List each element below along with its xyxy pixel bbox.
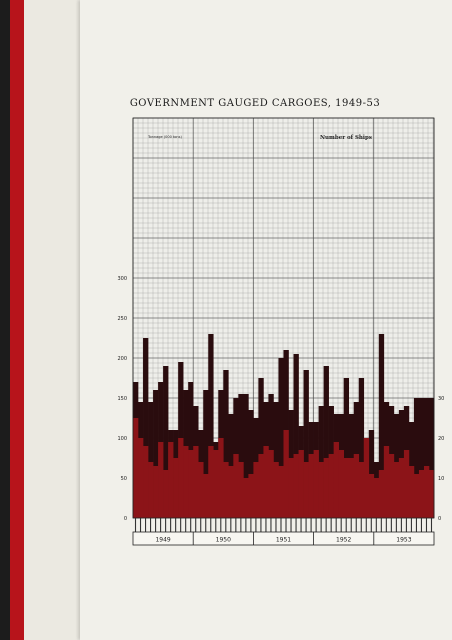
ships-bar xyxy=(258,454,263,518)
ships-bar xyxy=(163,470,168,518)
left-axis-tick-label: 250 xyxy=(117,316,127,322)
ships-bar xyxy=(133,418,138,518)
ships-bar xyxy=(233,454,238,518)
ships-bar xyxy=(329,454,334,518)
ships-bar xyxy=(278,466,283,518)
ships-bar xyxy=(208,446,213,518)
left-axis-tick-label: 150 xyxy=(117,396,127,402)
ships-bar xyxy=(424,466,429,518)
left-axis-tick-label: 100 xyxy=(117,436,127,442)
right-axis-tick-label: 0 xyxy=(438,516,442,522)
ships-bar xyxy=(193,446,198,518)
ships-bar xyxy=(243,478,248,518)
left-axis-tick-label: 0 xyxy=(123,516,127,522)
year-label: 1949 xyxy=(155,536,171,544)
ships-bar xyxy=(273,462,278,518)
ships-bar xyxy=(379,470,384,518)
ships-bar xyxy=(334,442,339,518)
ships-bar xyxy=(319,462,324,518)
ships-bar xyxy=(299,450,304,518)
right-axis-tick-label: 10 xyxy=(438,476,445,482)
ships-bar xyxy=(429,470,434,518)
ships-bar xyxy=(228,466,233,518)
ships-bar xyxy=(284,430,289,518)
ships-bar xyxy=(369,474,374,518)
ships-bar xyxy=(203,474,208,518)
ships-bar xyxy=(153,466,158,518)
ships-bar xyxy=(173,458,178,518)
right-axis-tick-label: 20 xyxy=(438,436,445,442)
ships-bar xyxy=(374,478,379,518)
ships-bar xyxy=(409,466,414,518)
ships-bar xyxy=(314,450,319,518)
ships-bar xyxy=(289,458,294,518)
ships-bar xyxy=(188,450,193,518)
ships-bar xyxy=(304,462,309,518)
ships-bar xyxy=(213,450,218,518)
ships-bar xyxy=(419,470,424,518)
ships-bar xyxy=(359,462,364,518)
ships-bar xyxy=(309,454,314,518)
left-axis-tick-label: 50 xyxy=(120,476,127,482)
ships-bar xyxy=(253,462,258,518)
ships-bar xyxy=(238,462,243,518)
ships-bar xyxy=(158,442,163,518)
ships-bar xyxy=(384,446,389,518)
left-axis-tick-label: 200 xyxy=(117,356,127,362)
ships-bar xyxy=(183,446,188,518)
right-axis-title: Number of Ships xyxy=(320,135,372,141)
ships-bar xyxy=(143,446,148,518)
ships-bar xyxy=(168,442,173,518)
ships-bar xyxy=(223,462,228,518)
ships-bar xyxy=(138,438,143,518)
ships-bar xyxy=(263,446,268,518)
ships-bar xyxy=(389,454,394,518)
year-label: 1951 xyxy=(275,536,292,544)
ships-bar xyxy=(399,458,404,518)
ships-bar xyxy=(354,454,359,518)
chart-title: GOVERNMENT GAUGED CARGOES, 1949-53 xyxy=(129,98,381,109)
legend-label: Tonnage (000 tons) xyxy=(148,135,182,139)
ships-bar xyxy=(198,462,203,518)
year-label: 1953 xyxy=(396,536,412,544)
ships-bar xyxy=(394,462,399,518)
ships-bar xyxy=(404,450,409,518)
ships-bar xyxy=(349,458,354,518)
ships-bar xyxy=(148,462,153,518)
ships-bar xyxy=(218,438,223,518)
ships-bar xyxy=(339,450,344,518)
ships-bar xyxy=(248,474,253,518)
ships-bar xyxy=(364,438,369,518)
ships-bar xyxy=(324,458,329,518)
year-label: 1952 xyxy=(336,536,352,544)
ships-bar xyxy=(344,458,349,518)
year-label: 1950 xyxy=(215,536,231,544)
ships-bar xyxy=(294,454,299,518)
right-axis-tick-label: 30 xyxy=(438,396,445,402)
left-axis-tick-label: 300 xyxy=(117,276,127,282)
ships-bar xyxy=(414,474,419,518)
ships-bar xyxy=(178,438,183,518)
ships-bar xyxy=(268,450,273,518)
